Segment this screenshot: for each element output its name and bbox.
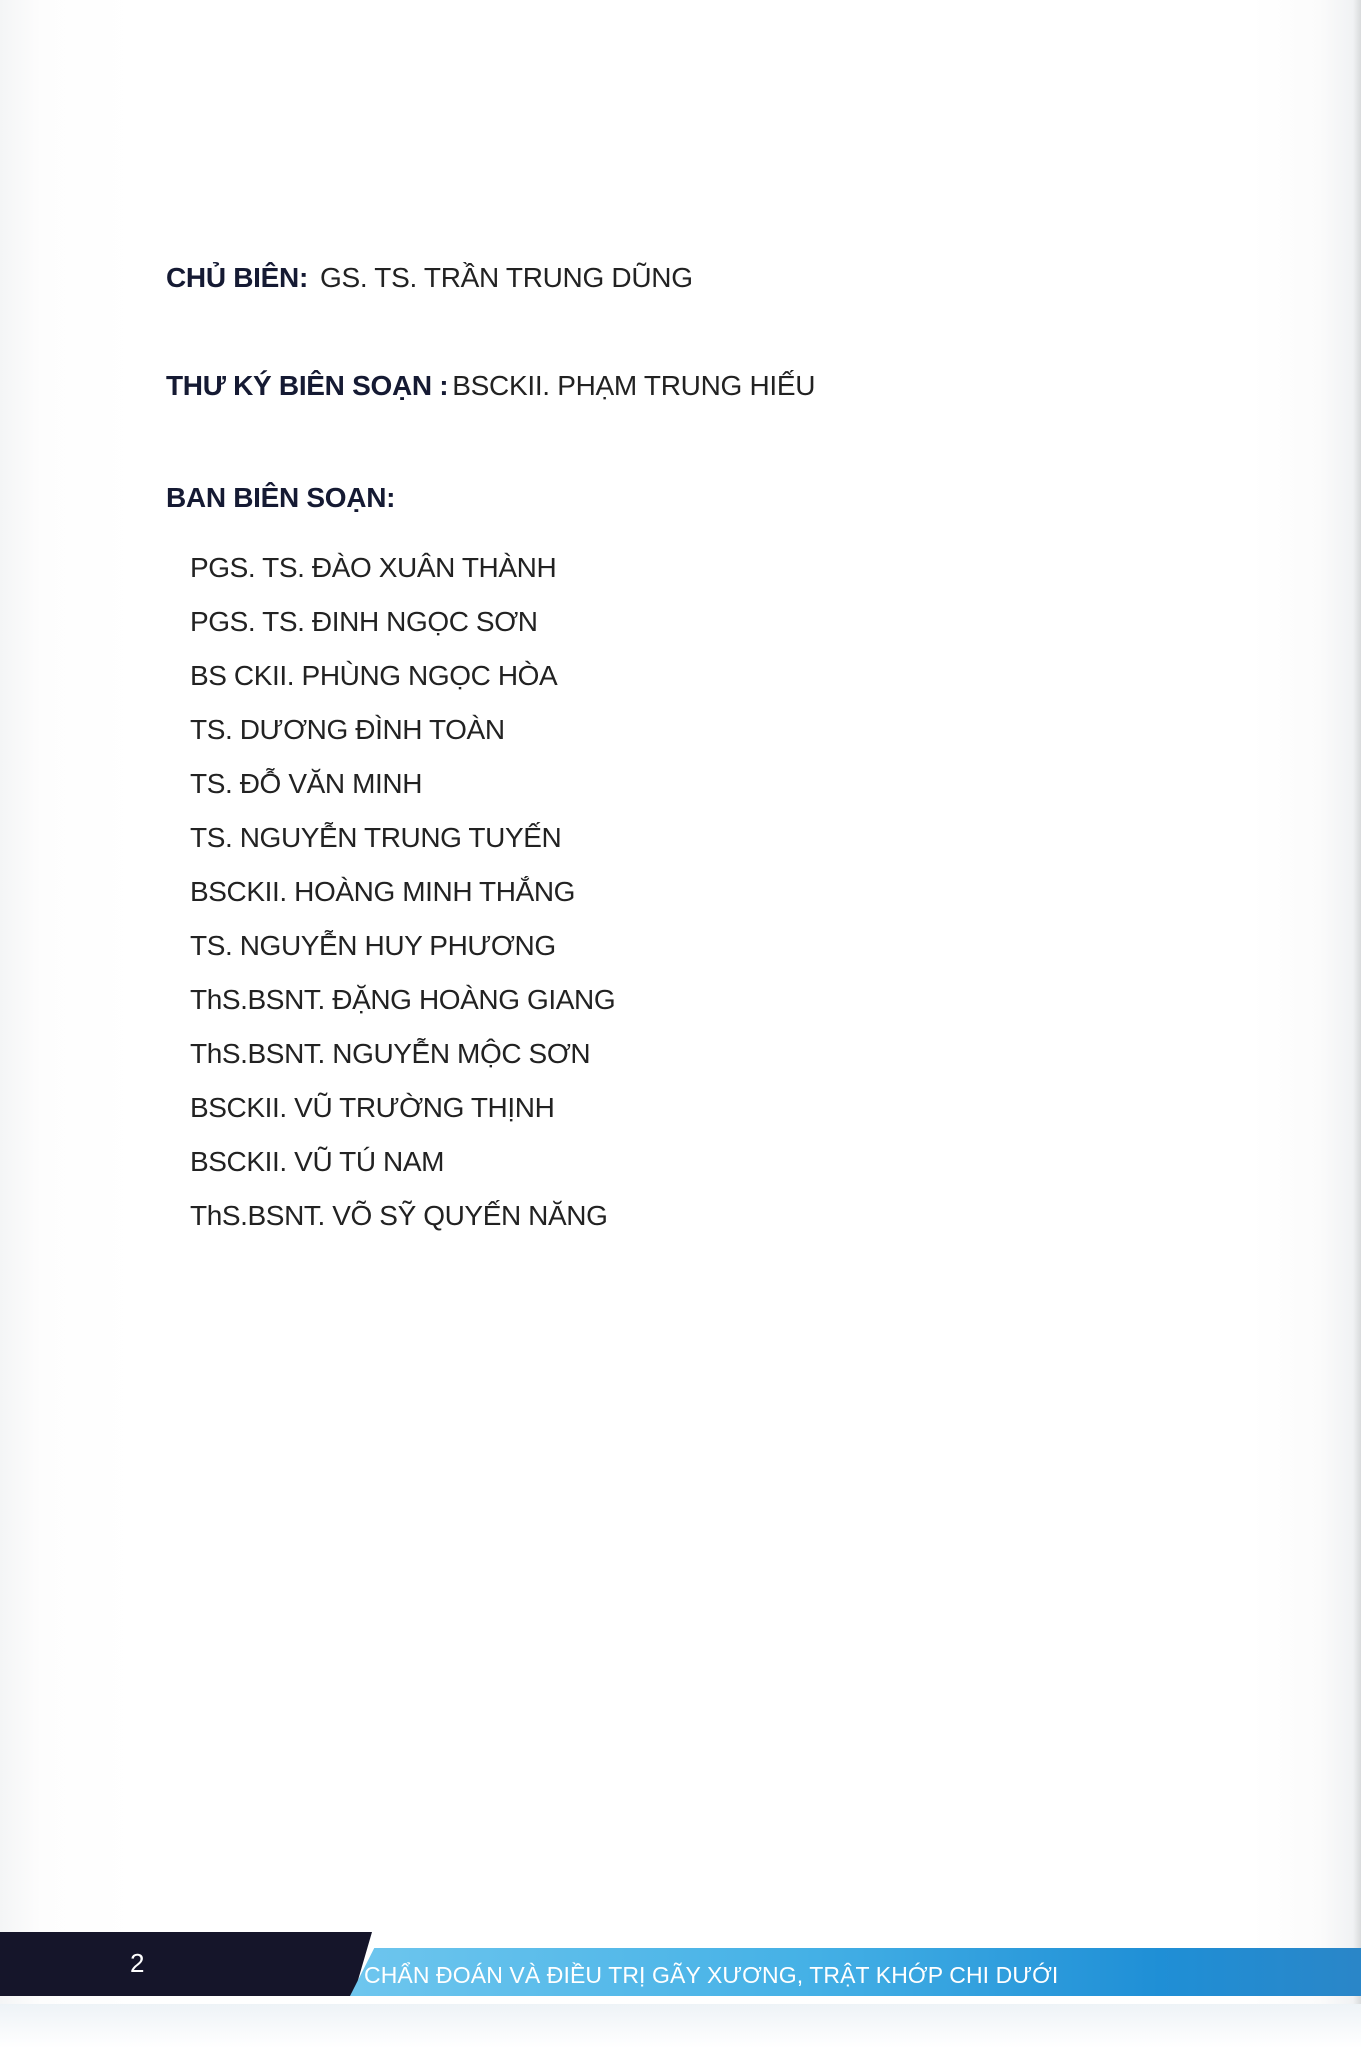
board-member: TS. ĐỖ VĂN MINH xyxy=(190,768,423,799)
board-member: PGS. TS. ĐÀO XUÂN THÀNH xyxy=(190,552,557,583)
page-footer xyxy=(0,1928,1361,2000)
running-book-title: CHẨN ĐOÁN VÀ ĐIỀU TRỊ GÃY XƯƠNG, TRẬT KHỚP CHI DƯỚI xyxy=(364,1962,1059,1988)
board-member: ThS.BSNT. ĐẶNG HOÀNG GIANG xyxy=(190,984,616,1015)
chief-editor-name: GS. TS. TRẦN TRUNG DŨNG xyxy=(319,262,693,293)
board-member: BS CKII. PHÙNG NGỌC HÒA xyxy=(190,660,558,691)
page-edge-shadow xyxy=(1353,0,1361,2048)
page-number: 2 xyxy=(130,1948,145,1978)
footer-dark-band xyxy=(0,1932,372,1996)
secretary-line xyxy=(166,370,815,402)
board-member: BSCKII. VŨ TRƯỜNG THỊNH xyxy=(190,1092,555,1123)
board-member: TS. NGUYỄN HUY PHƯƠNG xyxy=(190,930,556,961)
board-member: BSCKII. HOÀNG MINH THẮNG xyxy=(190,876,576,907)
secretary-label: THƯ KÝ BIÊN SOẠN : xyxy=(166,370,449,401)
board-member: BSCKII. VŨ TÚ NAM xyxy=(190,1146,445,1177)
chief-editor-label: CHỦ BIÊN: xyxy=(166,262,308,293)
editorial-board-heading: BAN BIÊN SOẠN: xyxy=(166,482,396,513)
board-member: ThS.BSNT. NGUYỄN MỘC SƠN xyxy=(190,1038,591,1069)
board-member: TS. DƯƠNG ĐÌNH TOÀN xyxy=(190,714,505,745)
editorial-board-list xyxy=(190,550,615,1252)
chief-editor-line xyxy=(166,262,693,294)
secretary-name: BSCKII. PHẠM TRUNG HIẾU xyxy=(452,370,816,401)
footer-bottom-margin xyxy=(0,2004,1361,2048)
board-member: PGS. TS. ĐINH NGỌC SƠN xyxy=(190,606,538,637)
board-member: ThS.BSNT. VÕ SỸ QUYẾN NĂNG xyxy=(190,1200,608,1231)
board-member: TS. NGUYỄN TRUNG TUYẾN xyxy=(190,822,562,853)
